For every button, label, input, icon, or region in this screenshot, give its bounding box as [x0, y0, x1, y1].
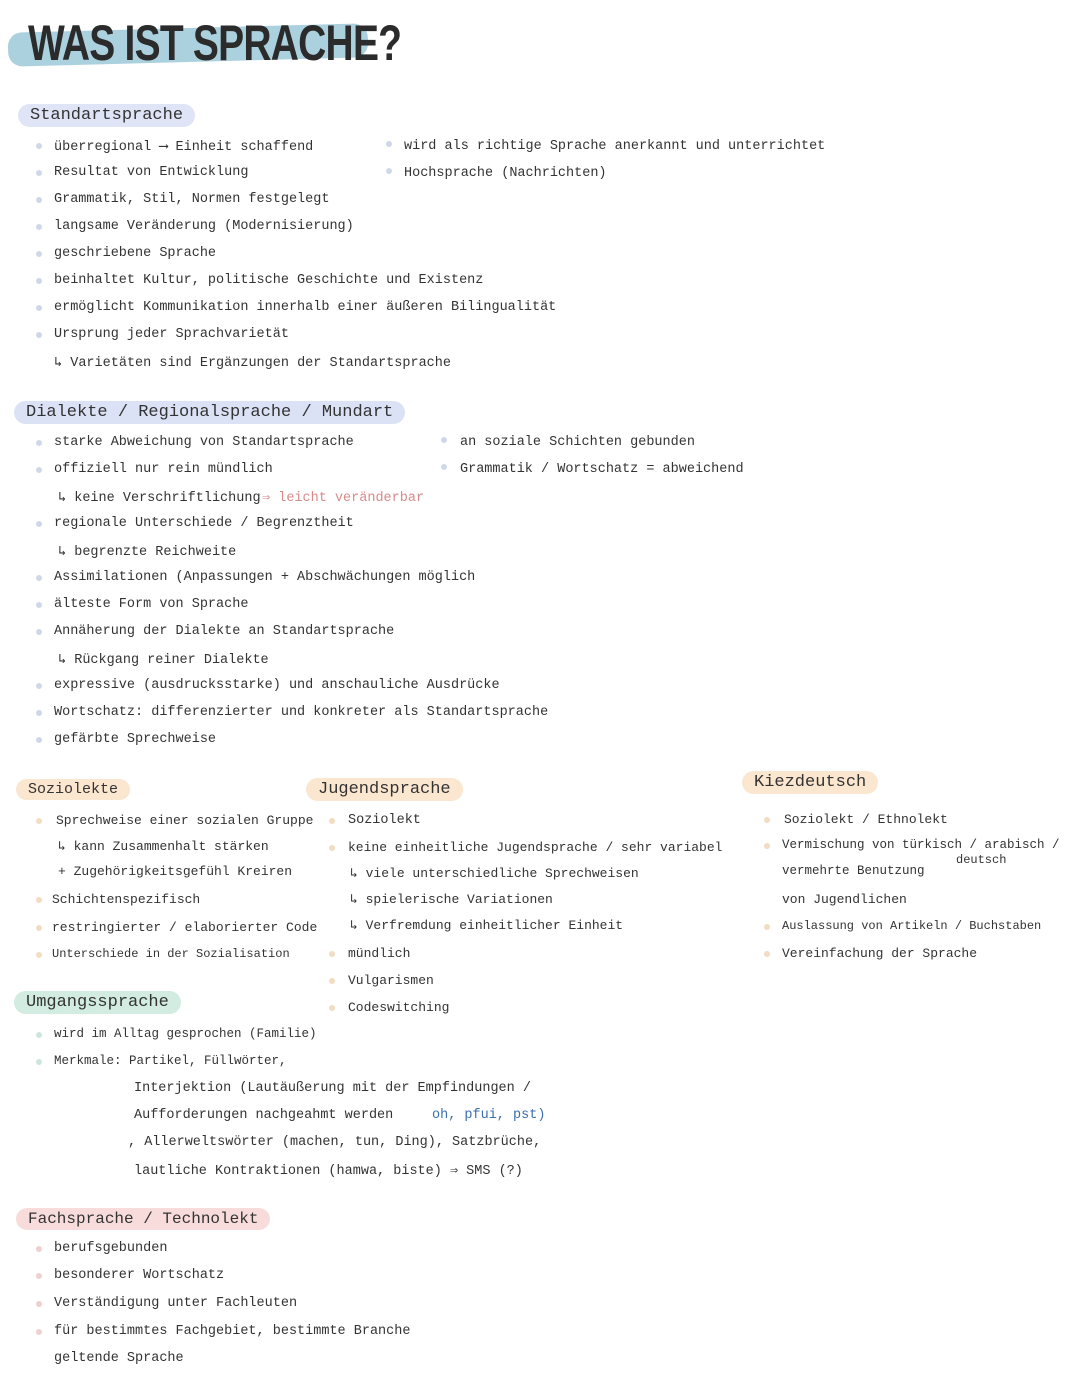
bullet [764, 951, 770, 957]
bullet [764, 817, 770, 823]
list-subitem: ↳ spielerische Variationen [350, 892, 553, 907]
arrow-note: ⇒ leicht veränderbar [262, 491, 425, 506]
bullet [36, 440, 42, 446]
list-item: Sprechweise einer sozialen Gruppe [56, 813, 314, 828]
bullet [36, 1246, 42, 1252]
list-subitem: ↳ Varietäten sind Ergänzungen der Standartsprache [54, 356, 451, 371]
bullet [36, 1301, 42, 1307]
bullet [36, 710, 42, 716]
list-item: Annäherung der Dialekte an Standartsprache [54, 624, 395, 639]
list-item: expressive (ausdrucksstarke) und anschauliche Ausdrücke [54, 678, 500, 693]
bullet [764, 924, 770, 930]
list-item: Vereinfachung der Sprache [782, 946, 978, 961]
bullet [36, 629, 42, 635]
list-item: Grammatik / Wortschatz = abweichend [460, 462, 744, 477]
bullet [386, 141, 392, 147]
bullet [36, 197, 42, 203]
list-item: Vulgarismen [348, 973, 434, 988]
list-item: Resultat von Entwicklung [54, 165, 249, 180]
list-item-addendum: deutsch [956, 853, 1007, 867]
bullet [36, 251, 42, 257]
list-item: Schichtenspezifisch [52, 892, 201, 907]
list-subitem: ↳ kann Zusammenhalt stärken [58, 839, 269, 854]
list-item: von Jugendlichen [782, 892, 907, 907]
bullet [36, 170, 42, 176]
bullet [36, 925, 42, 931]
bullet [36, 467, 42, 473]
bullet [36, 683, 42, 689]
bullet [441, 437, 447, 443]
list-item: geltende Sprache [54, 1351, 184, 1366]
list-continuation: Aufforderungen nachgeahmt werden [134, 1108, 394, 1123]
bullet [36, 1059, 42, 1065]
list-item: Assimilationen (Anpassungen + Abschwächungen möglich [54, 570, 476, 585]
list-item: an soziale Schichten gebunden [460, 435, 695, 450]
list-item: für bestimmtes Fachgebiet, bestimmte Branche [54, 1324, 411, 1339]
bullet [329, 818, 335, 824]
list-item: beinhaltet Kultur, politische Geschichte und Existenz [54, 273, 484, 288]
bullet [386, 168, 392, 174]
heading-soziolekte: Soziolekte [16, 779, 130, 800]
heading-umgangssprache: Umgangssprache [14, 991, 181, 1014]
list-item: regionale Unterschiede / Begrenztheit [54, 516, 354, 531]
bullet [329, 978, 335, 984]
list-item: Wortschatz: differenzierter und konkreter als Standartsprache [54, 705, 549, 720]
list-item: restringierter / elaborierter Code [52, 920, 318, 935]
list-item: besonderer Wortschatz [54, 1268, 225, 1283]
heading-jugendsprache: Jugendsprache [306, 778, 463, 801]
heading-standartsprache: Standartsprache [18, 104, 195, 127]
bullet [36, 602, 42, 608]
example-words: oh, pfui, pst) [432, 1108, 546, 1123]
list-item: berufsgebunden [54, 1241, 168, 1256]
list-subitem: + Zugehörigkeitsgefühl Kreiren [58, 864, 293, 879]
list-item: vermehrte Benutzung [782, 864, 925, 878]
list-item: wird als richtige Sprache anerkannt und unterrichtet [404, 139, 826, 154]
list-item: älteste Form von Sprache [54, 597, 249, 612]
bullet [441, 464, 447, 470]
list-item: Hochsprache (Nachrichten) [404, 166, 607, 181]
heading-kiezdeutsch: Kiezdeutsch [742, 771, 878, 794]
list-subitem: ↳ begrenzte Reichweite [58, 545, 237, 560]
heading-fachsprache: Fachsprache / Technolekt [16, 1208, 270, 1230]
title-block [8, 14, 402, 80]
list-subitem: ↳ viele unterschiedliche Sprechweisen [350, 866, 639, 881]
list-item: Unterschiede in der Sozialisation [52, 947, 290, 961]
bullet [36, 305, 42, 311]
list-item: Ursprung jeder Sprachvarietät [54, 327, 289, 342]
bullet [36, 1329, 42, 1335]
list-item: keine einheitliche Jugendsprache / sehr variabel [348, 840, 723, 855]
bullet [36, 278, 42, 284]
bullet [36, 332, 42, 338]
list-continuation: lautliche Kontraktionen (hamwa, biste) ⇒ SMS (?) [134, 1164, 523, 1179]
list-item: geschriebene Sprache [54, 246, 217, 261]
bullet [764, 843, 770, 849]
list-continuation: Interjektion (Lautäußerung mit der Empfindungen / [134, 1081, 531, 1096]
bullet [36, 143, 42, 149]
page-title: WAS IST SPRACHE? [28, 15, 402, 71]
bullet [36, 224, 42, 230]
list-item: Codeswitching [348, 1000, 450, 1015]
bullet [36, 737, 42, 743]
bullet [329, 1005, 335, 1011]
list-subitem: ↳ Rückgang reiner Dialekte [58, 653, 269, 668]
list-item: starke Abweichung von Standartsprache [54, 435, 354, 450]
list-item: Merkmale: Partikel, Füllwörter, [54, 1054, 287, 1068]
list-item: gefärbte Sprechweise [54, 732, 217, 747]
list-item: Vermischung von türkisch / arabisch / [782, 838, 1060, 852]
list-item: Soziolekt / Ethnolekt [784, 812, 948, 827]
bullet [36, 575, 42, 581]
list-item: Grammatik, Stil, Normen festgelegt [54, 192, 330, 207]
list-item: überregional ⟶ Einheit schaffend [54, 140, 314, 155]
list-item: wird im Alltag gesprochen (Familie) [54, 1027, 317, 1041]
bullet [36, 897, 42, 903]
list-item: Soziolekt [348, 813, 421, 828]
bullet [36, 818, 42, 824]
bullet [36, 1273, 42, 1279]
list-item: mündlich [348, 946, 411, 961]
bullet [329, 951, 335, 957]
heading-dialekte: Dialekte / Regionalsprache / Mundart [14, 401, 405, 424]
list-subitem: ↳ keine Verschriftlichung [58, 491, 261, 506]
bullet [36, 952, 42, 958]
bullet [36, 1032, 42, 1038]
list-item: Verständigung unter Fachleuten [54, 1296, 298, 1311]
list-continuation: , Allerweltswörter (machen, tun, Ding), Satzbrüche, [128, 1135, 542, 1150]
list-subitem: ↳ Verfremdung einheitlicher Einheit [350, 918, 624, 933]
bullet [329, 845, 335, 851]
bullet [36, 521, 42, 527]
list-item: ermöglicht Kommunikation innerhalb einer äußeren Bilingualität [54, 300, 557, 315]
list-item: offiziell nur rein mündlich [54, 462, 273, 477]
list-item: langsame Veränderung (Modernisierung) [54, 219, 354, 234]
list-item: Auslassung von Artikeln / Buchstaben [782, 919, 1042, 933]
